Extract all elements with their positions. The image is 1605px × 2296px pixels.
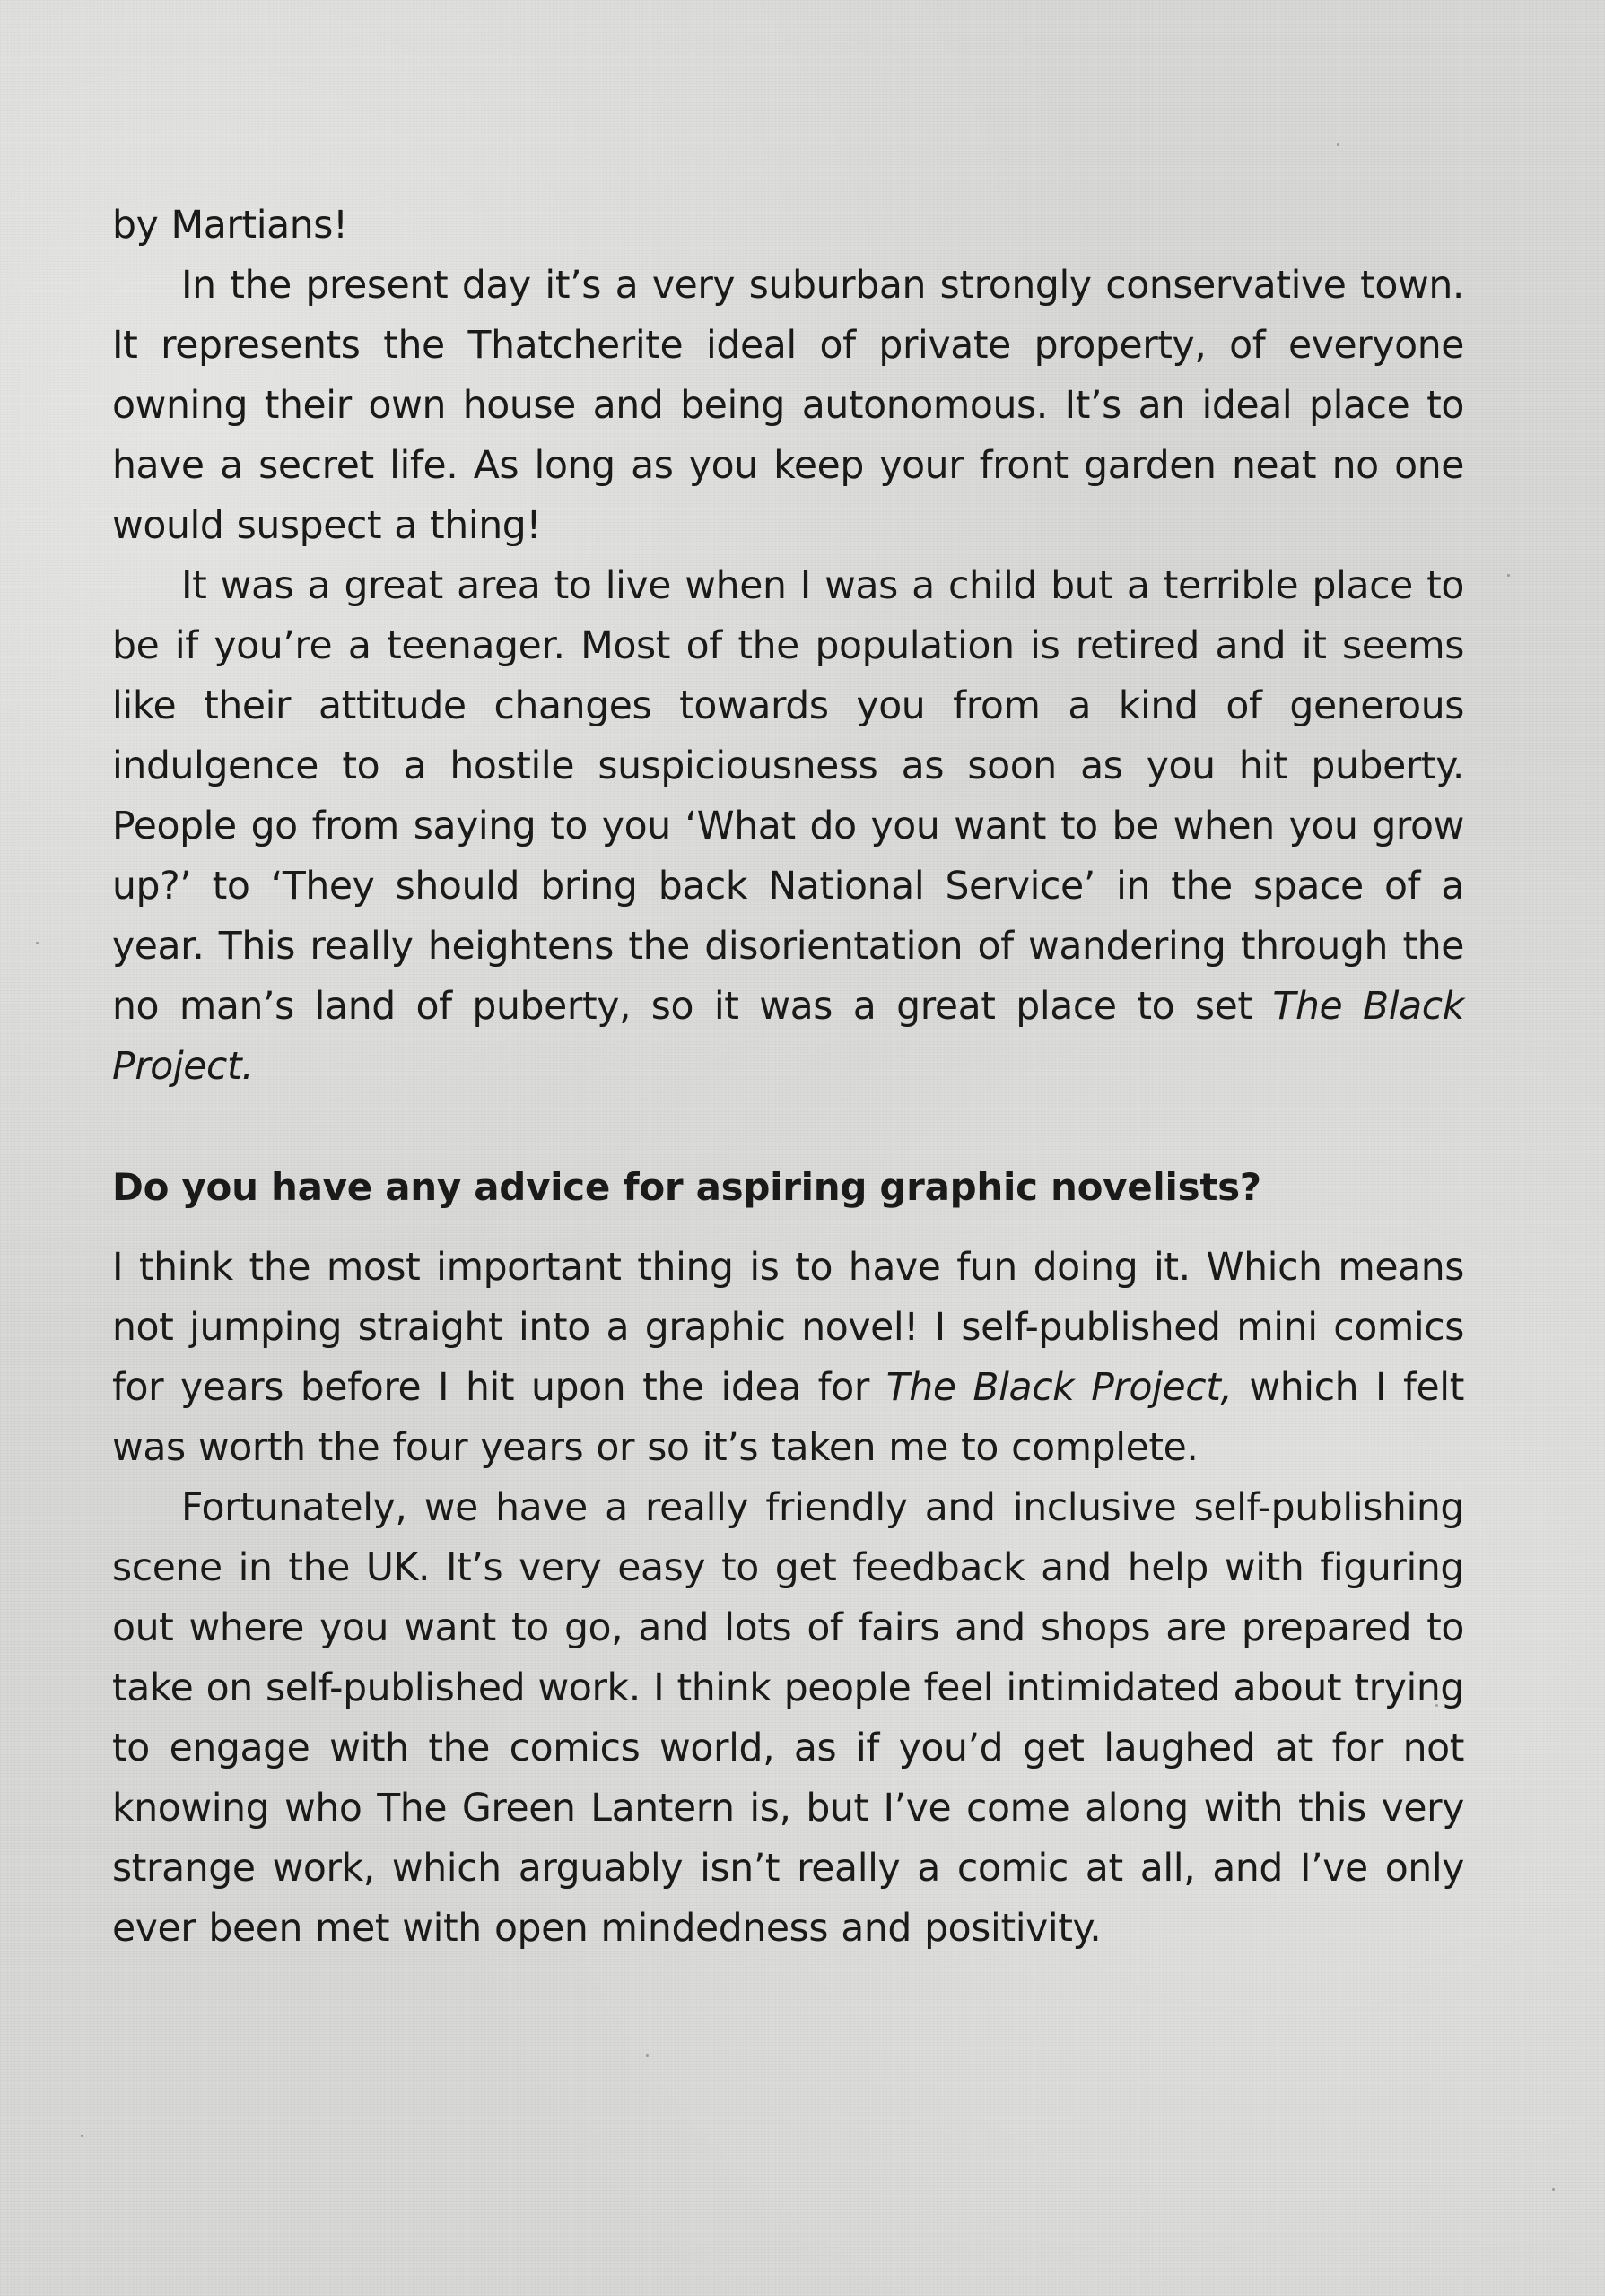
answer-paragraph-2: Fortunately, we have a really friendly and inclusive self-publishing scene in the UK. It’s very easy to get feedback and help with figuring out where you want to go, and lots of fairs and shops are prepared to take on self-published work. I think people feel intimidated about trying to engage with the comics world, as if you’d get laughed at for not knowing who The Green Lantern is, but I’ve come along with this very strange work, which arguably isn’t really a comic at all, and I’ve only ever been met with open mindedness and positivity. <box>112 1486 1464 1951</box>
paper-speck <box>81 2135 83 2137</box>
paragraph-1: by Martians! <box>112 204 348 248</box>
book-title: The Black Project, <box>885 1366 1233 1410</box>
answer-paragraph-1-tail: which I felt was worth the four years or so it’s taken me to complete. <box>112 1366 1464 1470</box>
paper-speck <box>36 942 39 944</box>
answer-paragraph-1 <box>112 1238 1464 1478</box>
paper-speck <box>1435 1704 1438 1707</box>
book-title: The Black Project. <box>112 985 1464 1089</box>
paragraph-3 <box>112 556 1464 1097</box>
answer-paragraph-1-text: I think the most important thing is to have fun doing it. Which means not jumping straight into a graphic novel! I self-published mini comics for years before I hit upon the idea for <box>112 1246 1464 1410</box>
paragraph-3-text: It was a great area to live when I was a child but a terrible place to be if you’re a teenager. Most of the population is retired and it seems like their attitude changes towards you from a kind of generous indulgence to a hostile suspiciousness as soon as you hit puberty. People go from saying to you ‘What do you want to be when you grow up?’ to ‘They should bring back National Service’ in the space of a year. This really heightens the disorientation of wandering through the no man’s land of puberty, so it was a great place to set <box>112 564 1464 1029</box>
page-body <box>112 196 1464 1959</box>
paper-speck <box>1507 574 1510 577</box>
paper-speck <box>1552 2188 1555 2191</box>
paragraph-2: In the present day it’s a very suburban strongly conservative town. It represents the Thatcherite ideal of private property, of everyone owning their own house and being autonomous. It’s an ideal place to have a secret life. As long as you keep your front garden neat no one would suspect a thing! <box>112 264 1464 548</box>
paper-speck <box>1337 144 1339 146</box>
question-heading: Do you have any advice for aspiring graphic novelists? <box>112 1165 1261 1209</box>
paper-speck <box>646 2054 649 2057</box>
